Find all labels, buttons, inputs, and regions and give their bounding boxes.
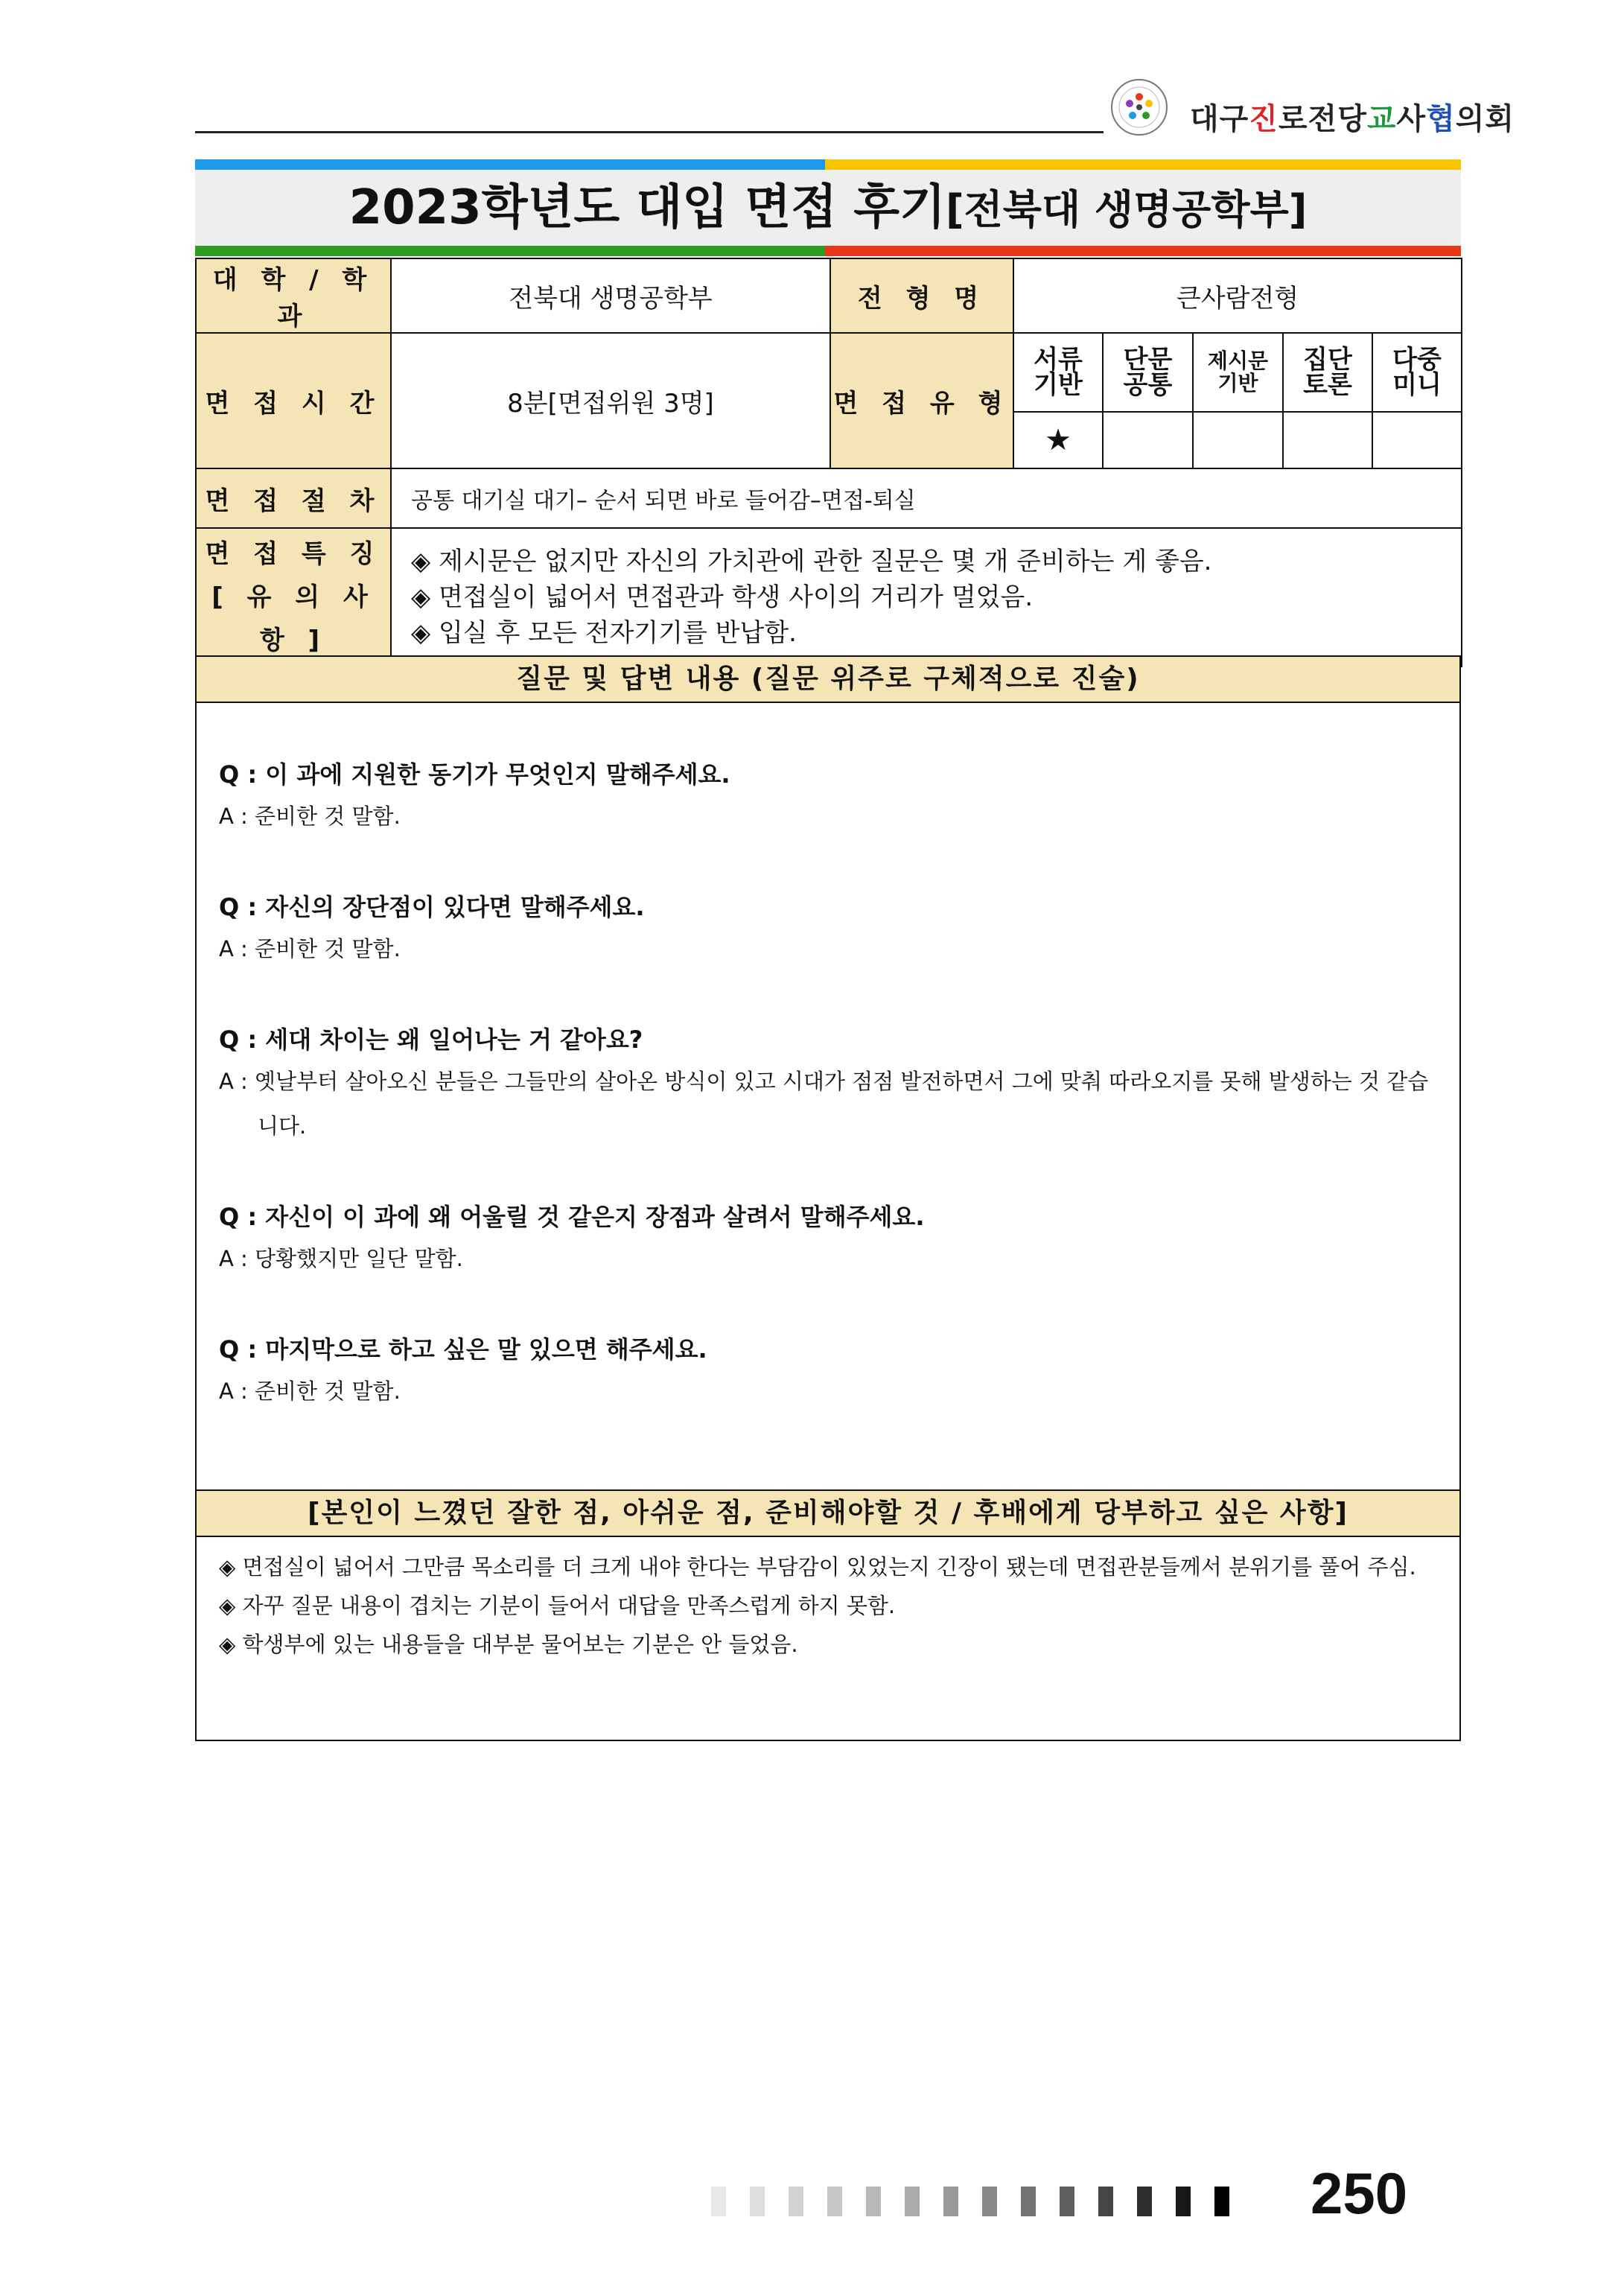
- answer: A : 당황했지만 일단 말함.: [219, 1246, 463, 1271]
- qa-list: [219, 755, 1440, 1413]
- answer: A : 준비한 것 말함.: [219, 1378, 401, 1404]
- mode-document-mark: ★: [1013, 412, 1103, 468]
- qa-box: [195, 703, 1461, 1492]
- mode-short-common: 단문 공통: [1103, 333, 1193, 412]
- mode-mmi-mark: [1372, 412, 1462, 468]
- procedure-value: 공통 대기실 대기– 순서 되면 바로 들어감–면접-퇴실: [391, 468, 1462, 528]
- question: Q : 자신이 이 과에 왜 어울릴 것 같은지 장점과 살려서 말해주세요.: [219, 1203, 925, 1231]
- mode-group-discussion: 집단 토론: [1283, 333, 1372, 412]
- tips-box: [195, 1536, 1461, 1741]
- mode-passage-mark: [1193, 412, 1283, 468]
- mode-label: 면 접 유 형: [830, 333, 1013, 468]
- council-name: 대구진로전당교사협의회: [1190, 102, 1515, 136]
- tip-item: ◈ 학생부에 있는 내용들을 대부분 물어보는 기분은 안 들었음.: [219, 1632, 798, 1657]
- mode-document: 서류 기반: [1013, 333, 1103, 412]
- question: Q : 자신의 장단점이 있다면 말해주세요.: [219, 893, 645, 921]
- tips-list: [219, 1548, 1440, 1664]
- features-list: [391, 528, 1462, 667]
- bar-bottom-right: [825, 246, 1461, 256]
- procedure-label: 면 접 절 차: [196, 468, 391, 528]
- feature-item: ◈ 면접실이 넓어서 면접관과 학생 사이의 거리가 멀었음.: [411, 582, 1034, 612]
- answer: A : 옛날부터 살아오신 분들은 그들만의 살아온 방식이 있고 시대가 점점 발전하면서 그에 맞춰 따라오지를 못해 발생하는 것 같습니다.: [219, 1069, 1429, 1139]
- bar-top-left: [195, 159, 825, 170]
- admission-type-value: 큰사람전형: [1013, 258, 1462, 333]
- mode-passage: 제시문 기반: [1193, 333, 1283, 412]
- question: Q : 세대 차이는 왜 일어나는 거 같아요?: [219, 1025, 643, 1054]
- tip-item: ◈ 면접실이 넓어서 그만큼 목소리를 더 크게 내야 한다는 부담감이 있었는지 긴장이 됐는데 면접관분들께서 분위기를 풀어 주심.: [219, 1554, 1416, 1580]
- bar-bottom-left: [195, 246, 825, 256]
- question: Q : 마지막으로 하고 싶은 말 있으면 해주세요.: [219, 1335, 707, 1364]
- mode-short-common-mark: [1103, 412, 1193, 468]
- tips-section-title: [본인이 느꼈던 잘한 점, 아쉬운 점, 준비해야할 것 / 후배에게 당부하고 싶은 사항]: [195, 1489, 1461, 1537]
- daegu-council-logo-icon: [1109, 77, 1169, 137]
- features-label: 면 접 특 징 [ 유 의 사 항 ]: [196, 528, 391, 667]
- page-title: 2023학년도 대입 면접 후기[전북대 생명공학부]: [348, 180, 1308, 235]
- info-table: [195, 258, 1462, 667]
- univ-value: 전북대 생명공학부: [391, 258, 830, 333]
- answer: A : 준비한 것 말함.: [219, 936, 401, 961]
- tip-item: ◈ 자꾸 질문 내용이 겹치는 기분이 들어서 대답을 만족스럽게 하지 못함.: [219, 1593, 896, 1618]
- header-rule: [195, 131, 1104, 133]
- admission-type-label: 전 형 명: [830, 258, 1013, 333]
- mode-mmi: 다중 미니: [1372, 333, 1462, 412]
- question: Q : 이 과에 지원한 동기가 무엇인지 말해주세요.: [219, 760, 730, 789]
- page-number: 250: [1311, 2160, 1408, 2226]
- univ-label: 대 학 / 학 과: [196, 258, 391, 333]
- feature-item: ◈ 제시문은 없지만 자신의 가치관에 관한 질문은 몇 개 준비하는 게 좋음.: [411, 547, 1212, 576]
- qa-section-title: 질문 및 답변 내용 (질문 위주로 구체적으로 진술): [195, 655, 1461, 703]
- bar-top-right: [825, 159, 1461, 170]
- mode-group-discussion-mark: [1283, 412, 1372, 468]
- answer: A : 준비한 것 말함.: [219, 804, 401, 829]
- time-label: 면 접 시 간: [196, 333, 391, 468]
- title-band: [195, 159, 1461, 256]
- time-value: 8분[면접위원 3명]: [391, 333, 830, 468]
- feature-item: ◈ 입실 후 모든 전자기기를 반납함.: [411, 618, 797, 648]
